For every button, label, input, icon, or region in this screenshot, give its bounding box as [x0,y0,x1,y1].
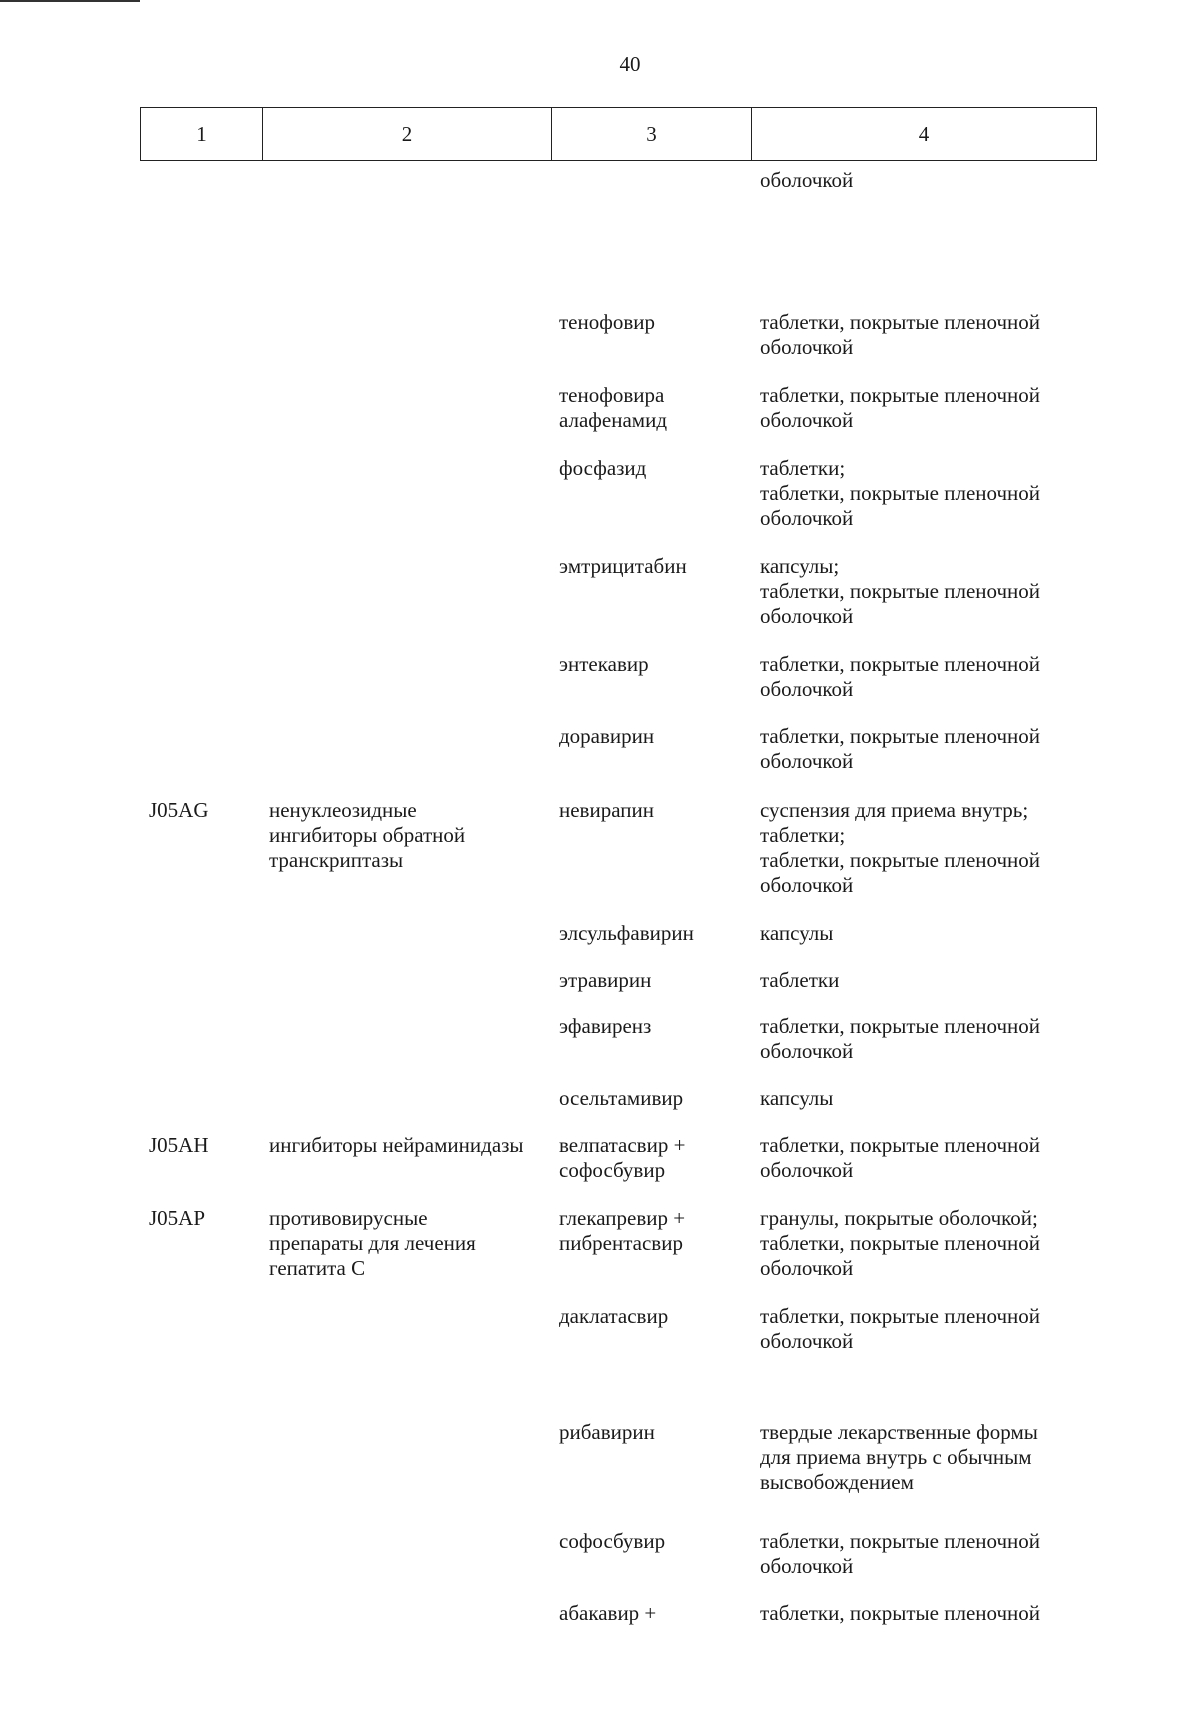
drug-name: невирапин [559,798,654,822]
atc-code: J05AH [149,1133,209,1157]
drug-name: энтекавир [559,652,649,676]
table-header [140,107,1097,161]
pharmacological-group: ненуклеозидные ингибиторы обратной транскриптазы [269,798,466,872]
drug-name: глекапревир + пибрентасвир [559,1206,686,1255]
dosage-form: таблетки, покрытые пленочной оболочкой [760,310,1041,359]
dosage-form: суспензия для приема внутрь; таблетки; таблетки, покрытые пленочной оболочкой [760,798,1041,897]
dosage-form: таблетки, покрытые пленочной оболочкой [760,724,1041,773]
drug-name: эмтрицитабин [559,554,687,578]
dosage-form: таблетки [760,968,840,992]
drug-name: тенофовир [559,310,655,334]
dosage-form: таблетки, покрытые пленочной оболочкой [760,383,1041,432]
drug-name: тенофовира алафенамид [559,383,668,432]
dosage-form: оболочкой [760,168,854,192]
drug-name: абакавир + [559,1601,657,1625]
dosage-form: таблетки, покрытые пленочной оболочкой [760,1133,1041,1182]
dosage-form: капсулы [760,921,834,945]
dosage-form: капсулы; таблетки, покрытые пленочной оболочкой [760,554,1041,628]
drug-name: велпатасвир + софосбувир [559,1133,686,1182]
drug-name: софосбувир [559,1529,666,1553]
drug-name: рибавирин [559,1420,655,1444]
header-col-3: 3 [552,108,752,160]
header-col-2: 2 [263,108,552,160]
atc-code: J05AG [149,798,209,822]
dosage-form: таблетки, покрытые пленочной оболочкой [760,1529,1041,1578]
header-col-1: 1 [141,108,263,160]
dosage-form: таблетки, покрытые пленочной [760,1601,1041,1625]
drug-name: осельтамивир [559,1086,684,1110]
drug-name: доравирин [559,724,655,748]
dosage-form: капсулы [760,1086,834,1110]
drug-name: фосфазид [559,456,647,480]
pharmacological-group: противовирусные препараты для лечения гепатита С [269,1206,476,1280]
dosage-form: твердые лекарственные формы для приема внутрь с обычным высвобождением [760,1420,1038,1494]
dosage-form: таблетки, покрытые пленочной оболочкой [760,1304,1041,1353]
atc-code: J05AP [149,1206,206,1230]
drug-name: элсульфавирин [559,921,694,945]
drug-name: этравирин [559,968,652,992]
dosage-form: гранулы, покрытые оболочкой; таблетки, покрытые пленочной оболочкой [760,1206,1041,1280]
drug-name: даклатасвир [559,1304,669,1328]
header-col-4: 4 [918,121,930,146]
pharmacological-group: ингибиторы нейраминидазы [269,1133,524,1157]
dosage-form: таблетки, покрытые пленочной оболочкой [760,652,1041,701]
scan-edge-mark [0,0,140,2]
dosage-form: таблетки; таблетки, покрытые пленочной оболочкой [760,456,1041,530]
drug-name: эфавиренз [559,1014,652,1038]
page-number: 40 [619,52,641,76]
dosage-form: таблетки, покрытые пленочной оболочкой [760,1014,1041,1063]
